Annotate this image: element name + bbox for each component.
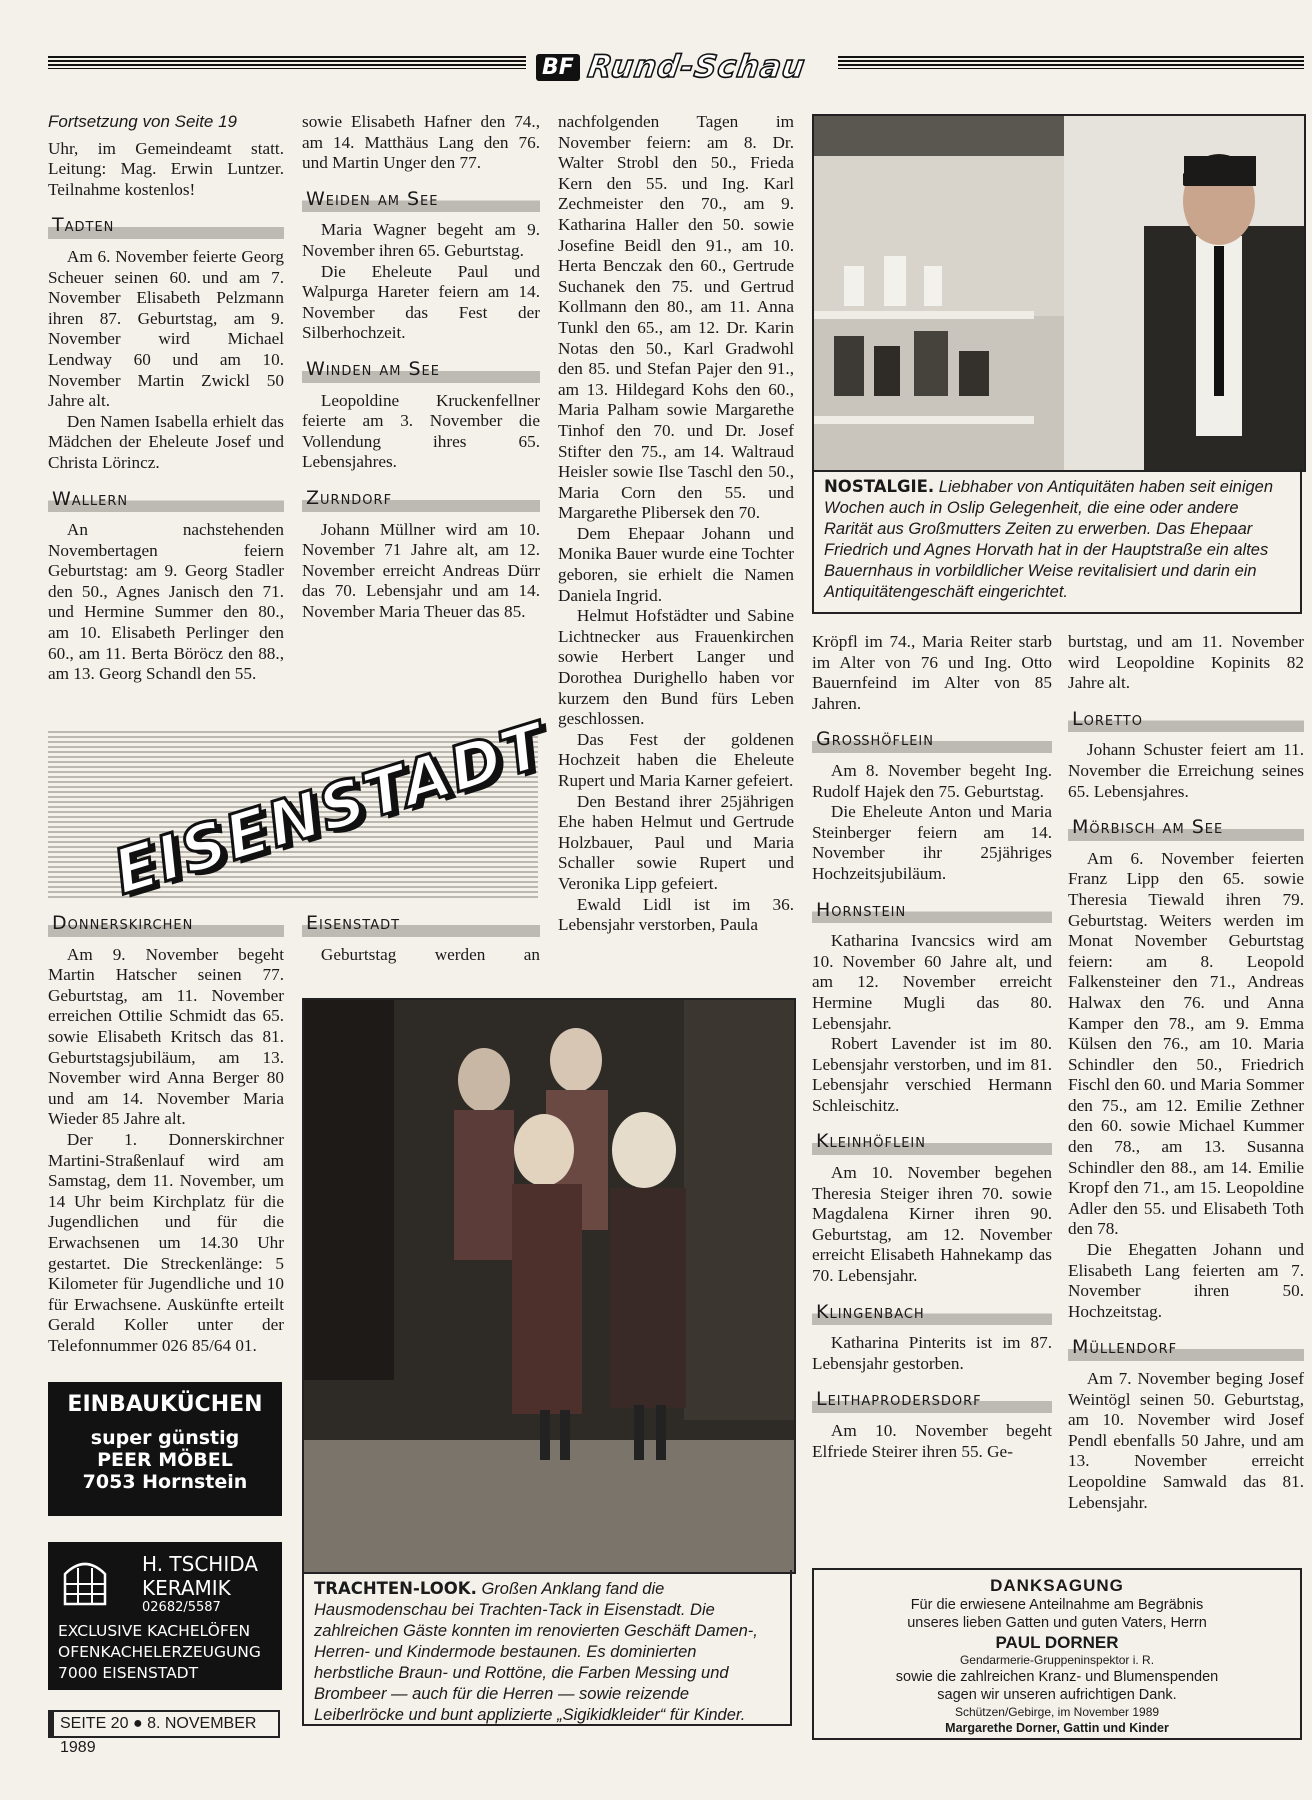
paragraph: Johann Schuster feiert am 11. November die Erreichung seines 65. Lebensjahres. [1068,740,1304,801]
paragraph: An nachstehenden Novembertagen feiern Geburtstag: am 9. Georg Stadler den 50., Agnes Janisch den 71. und Hermine Summer den 80., am 10. Elisabeth Perlinger den 60., am 11. Berta Böröcz den 88., am 13. Georg Schandl den 55. [48,520,284,684]
notice-title: DANKSAGUNG [990,1576,1124,1595]
paragraph: Das Fest der goldenen Hochzeit haben die Eheleute Rupert und Maria Karner gefeiert. [558,729,794,790]
paragraph: burtstag, und am 11. November wird Leopoldine Kopinits 82 Jahre alt. [1068,632,1304,693]
column-eisenstadt [302,906,540,965]
kachelofen-icon [62,1554,108,1606]
photo-antique-shop-image [814,116,1304,470]
eisenstadt-banner [48,708,556,909]
ad-line: super günstig [90,1427,240,1449]
section-heading-kleinhoeflein: Kleinhöflein [812,1128,1052,1155]
section-heading-loretto: Loretto [1068,706,1304,733]
paragraph: Den Bestand ihrer 25jährigen Ehe haben Helmut und Gertrude Holzbauer, Paul und Maria Schaller sowie Rupert und Veronika Lipp gefeiert. [558,791,794,893]
photo-trachten-look [302,998,796,1574]
section-heading-klingenbach: Klingenbach [812,1299,1052,1326]
paragraph: Katharina Pinterits ist im 87. Lebensjahr gestorben. [812,1333,1052,1373]
page-number: SEITE 20 [60,1715,129,1732]
section-heading-weiden: Weiden am See [302,186,540,213]
paragraph: Geburtstag werden an [320,944,540,964]
caption-lead: TRACHTEN-LOOK. [314,1579,477,1598]
section-heading-leithaprodersdorf: Leithaprodersdorf [812,1386,1052,1413]
ad-line: 7053 Hornstein [82,1471,248,1493]
paragraph: Am 6. November feierte Georg Scheuer seinen 60. und am 7. November Elisabeth Pelzmann ihren 87. Geburtstag, am 9. November wird Michael Lendway 60 und am 10. November Martin Zwickl 50 Jahre alt. [48,246,284,411]
ad-line: OFENKACHELERZEUGUNG [58,1643,261,1661]
caption-text: Liebhaber von Antiquitäten haben seit einigen Wochen auch in Oslip Gelegenheit, die eine oder andere Rarität aus Großmutters Zeiten zu erwerben. Das Ehepaar Friedrich und Agnes Horvath hat in der Hauptstraße ein altes Bauernhaus in vorbildlicher Weise revitalisiert und darin ein Antiquitätengeschäft eingerichtet. [824,478,1274,601]
notice-rank: Gendarmerie-Gruppeninspektor i. R. [959,1653,1155,1667]
column-donnerskirchen [48,906,284,1356]
paragraph: Die Ehegatten Johann und Elisabeth Lang feierten am 7. November ihren 50. Hochzeitstag. [1068,1240,1304,1321]
column-right-a [812,632,1052,1462]
column-right-b [1068,632,1304,1513]
ad-line: 7000 EISENSTADT [58,1664,199,1682]
paragraph: Am 10. November begeht Elfriede Steirer ihren 55. Ge- [812,1421,1052,1461]
caption-text: Großen Anklang fand die Hausmodenschau bei Trachten-Tack in Eisenstadt. Die zahlreichen Gäste konnten im renovierten Geschäft Damen-, Herren- und Kindermode bestaunen. Es dominierten herbstliche Braun- und Rottöne, die Farben Messing und Brombeer — auch für die Herren — sowie reizende Leiberlröcke und bunt applizierte „Sigikidkleider“ für Kinder. [314,1580,758,1724]
section-heading-moerbisch: Mörbisch am See [1068,814,1304,841]
notice-place-date: Schützen/Gebirge, im November 1989 [954,1705,1160,1719]
paragraph: Johann Müllner wird am 10. November 71 Jahre alt, am 12. November erreicht Andreas Dürr das 70. Lebensjahr und am 14. November Maria Theuer das 85. [302,519,540,621]
caption-trachten-look [302,1570,792,1726]
section-heading-muellendorf: Müllendorf [1068,1334,1304,1361]
photo-trachten-look-image [304,1000,794,1572]
paragraph: Am 9. November begeht Martin Hatscher seinen 77. Geburtstag, am 11. November erreichen Ottilie Schmidt das 65. sowie Elisabeth Kritsch das 81. Geburtstagsjubiläum, am 13. November wird Anna Berger 80 und am 14. November Maria Wieder 85 Jahre alt. [48,944,284,1129]
ad-phone: 02682/5587 [142,1600,221,1615]
notice-signature: Margarethe Dorner, Gattin und Kinder [945,1721,1169,1735]
section-heading-winden: Winden am See [302,356,540,383]
section-name: Rund-Schau [585,49,808,85]
paragraph: Maria Wagner begeht am 9. November ihren 65. Geburtstag. [302,220,540,260]
paragraph: Katharina Ivancsics wird am 10. November 60 Jahre alt, und am 12. November erreicht Hermine Mugli das 80. Lebensjahr. [812,931,1052,1033]
page-footer [48,1710,280,1756]
ad-line: KERAMIK [142,1576,231,1600]
paragraph: Dem Ehepaar Johann und Monika Bauer wurde eine Tochter geboren, sie erhielt die Namen Daniela Ingrid. [558,523,794,605]
ad-line: EINBAUKÜCHEN [67,1392,263,1417]
notice-line: sagen wir unseren aufrichtigen Dank. [937,1687,1177,1703]
section-logo [536,50,826,84]
ad-tschida-keramik [48,1542,282,1690]
section-heading-hornstein: Hornstein [812,897,1052,924]
section-heading-tadten: Tadten [48,212,284,239]
section-heading-zurndorf: Zurndorf [302,485,540,512]
paragraph: Am 6. November feierten Franz Lipp den 65. sowie Theresia Tiewald ihren 79. Geburtstag. Weiters werden im Monat November Geburtstag feiern: am 8. Leopold Falkensteiner den 71., Andreas Halwax den 76. und Anna Kamper den 78., am 9. Emma Külsen den 76., am 10. Maria Schindler den 50., Friedrich Fischl den 60. und Maria Sommer den 75., am 12. Emilie Zethner den 60. sowie Michael Kummer den 78., am 13. Susanna Schindler den 88., am 14. Emilie Kropf den 71., am 15. Leopoldine Adler den 55. und Elisabeth Toth den 78. [1068,848,1304,1239]
paragraph: Uhr, im Gemeindeamt statt. Leitung: Mag. Erwin Luntzer. Teilnahme kostenlos! [48,138,284,199]
paragraph: Ewald Lidl ist im 36. Lebensjahr verstorben, Paula [558,894,794,935]
caption-lead: NOSTALGIE. [824,477,935,496]
paragraph: Am 7. November beging Josef Weintögl seinen 50. Geburtstag, am 10. November wird Josef Pendl ebenfalls 50 Jahre, und am 13. November erreicht Leopoldine Samwald das 81. Lebensjahr. [1068,1369,1304,1512]
logo-abbr: BF [536,54,580,81]
continued-note: Fortsetzung von Seite 19 [48,112,238,131]
paragraph: Kröpfl im 74., Maria Reiter starb im Alter von 76 und Ing. Otto Bauernfeind im Alter von 85 Jahren. [812,632,1052,713]
paragraph: Der 1. Donnerskirchner Martini-Straßenlauf wird am Samstag, dem 11. November, um 14 Uhr beim Kirchplatz für die Jugendlichen und für die Erwachsenen um 14.30 Uhr gestartet. Die Streckenlänge: 5 Kilometer für Jugendliche und 10 für Erwachsene. Auskünfte erteilt Gerald Koller unter der Telefonnummer 026 85/64 01. [48,1129,284,1355]
bullet-icon: ● [132,1715,143,1732]
notice-line: Für die erwiesene Anteilnahme am Begräbnis [910,1597,1204,1613]
notice-name: PAUL DORNER [995,1633,1119,1652]
paragraph: nachfolgenden Tagen im November feiern: am 8. Dr. Walter Strobl den 50., Frieda Kern den 55. und Ing. Karl Zechmeister den 70., am 9. Katharina Haller den 50. sowie Josefine Beidl den 91., am 10. Herta Benczak den 60., Gertrude Suchanek den 75. und Gertrud Kollmann den 80., am 11. Anna Tunkl den 65., am 12. Dr. Karin Notas den 50., Karl Gradwohl den 85. und Stefan Pajer den 91., am 13. Hildegard Kohs den 60., Maria Palham sowie Margarethe Tinhof den 70. und Dr. Josef Stifter den 75., am 14. Waltraud Heisler sowie Ilse Taschl den 50., Maria Corn den 55. und Margarethe Plibersek den 70. [558,112,794,523]
section-heading-eisenstadt: Eisenstadt [302,910,540,937]
section-heading-donnerskirchen: Donnerskirchen [48,910,284,937]
paragraph: Robert Lavender ist im 80. Lebensjahr verstorben, und im 81. Lebensjahr verschied Hermann Schleischitz. [812,1034,1052,1115]
paragraph: Leopoldine Kruckenfellner feierte am 3. November die Vollendung ihres 65. Lebensjahres. [302,390,540,472]
paragraph: Den Namen Isabella erhielt das Mädchen der Eheleute Josef und Christa Lörincz. [48,411,284,472]
eisenstadt-banner-text: EISENSTADT [105,708,556,909]
notice-line: unseres lieben Gatten und guten Vaters, Herrn [907,1615,1207,1631]
photo-antique-shop [812,114,1306,472]
section-heading-wallern: Wallern [48,486,284,513]
section-heading-grosshoeflein: Großhöflein [812,726,1052,753]
paragraph: Am 8. November begeht Ing. Rudolf Hajek den 75. Geburtstag. [812,760,1052,801]
ad-einbaukuechen [48,1382,282,1516]
danksagung-notice [812,1568,1302,1740]
paragraph: Am 10. November begehen Theresia Steiger ihren 70. sowie Magdalena Kirner ihren 90. Geburtstag, am 12. November erreicht Elisabeth Hahnekamp das 70. Lebensjahr. [812,1163,1052,1286]
notice-line: sowie die zahlreichen Kranz- und Blumenspenden [895,1669,1219,1685]
ad-line: EXCLUSIVE KACHELÖFEN [58,1622,251,1640]
paragraph: Helmut Hofstädter und Sabine Lichtnecker aus Frauenkirchen sowie Herbert Langer und Dorothea Durighello haben vor kurzem den Bund fürs Leben geschlossen. [558,606,794,729]
masthead-rule-right [838,56,1304,69]
page-date: 8. NOVEMBER 1989 [60,1715,257,1756]
ad-line: H. TSCHIDA [142,1552,258,1576]
masthead-rule-left [48,56,526,69]
column-2 [302,112,540,622]
column-1 [48,112,284,685]
column-3 [558,112,794,936]
ad-line: PEER MÖBEL [97,1449,233,1471]
paragraph: sowie Elisabeth Hafner den 74., am 14. Matthäus Lang den 76. und Martin Unger den 77. [302,112,540,173]
paragraph: Die Eheleute Paul und Walpurga Hareter feiern am 14. November das Fest der Silberhochzeit. [302,261,540,343]
caption-antique-shop [812,468,1302,614]
paragraph: Die Eheleute Anton und Maria Steinberger feiern am 14. November ihr 25jähriges Hochzeitsjubiläum. [812,802,1052,883]
